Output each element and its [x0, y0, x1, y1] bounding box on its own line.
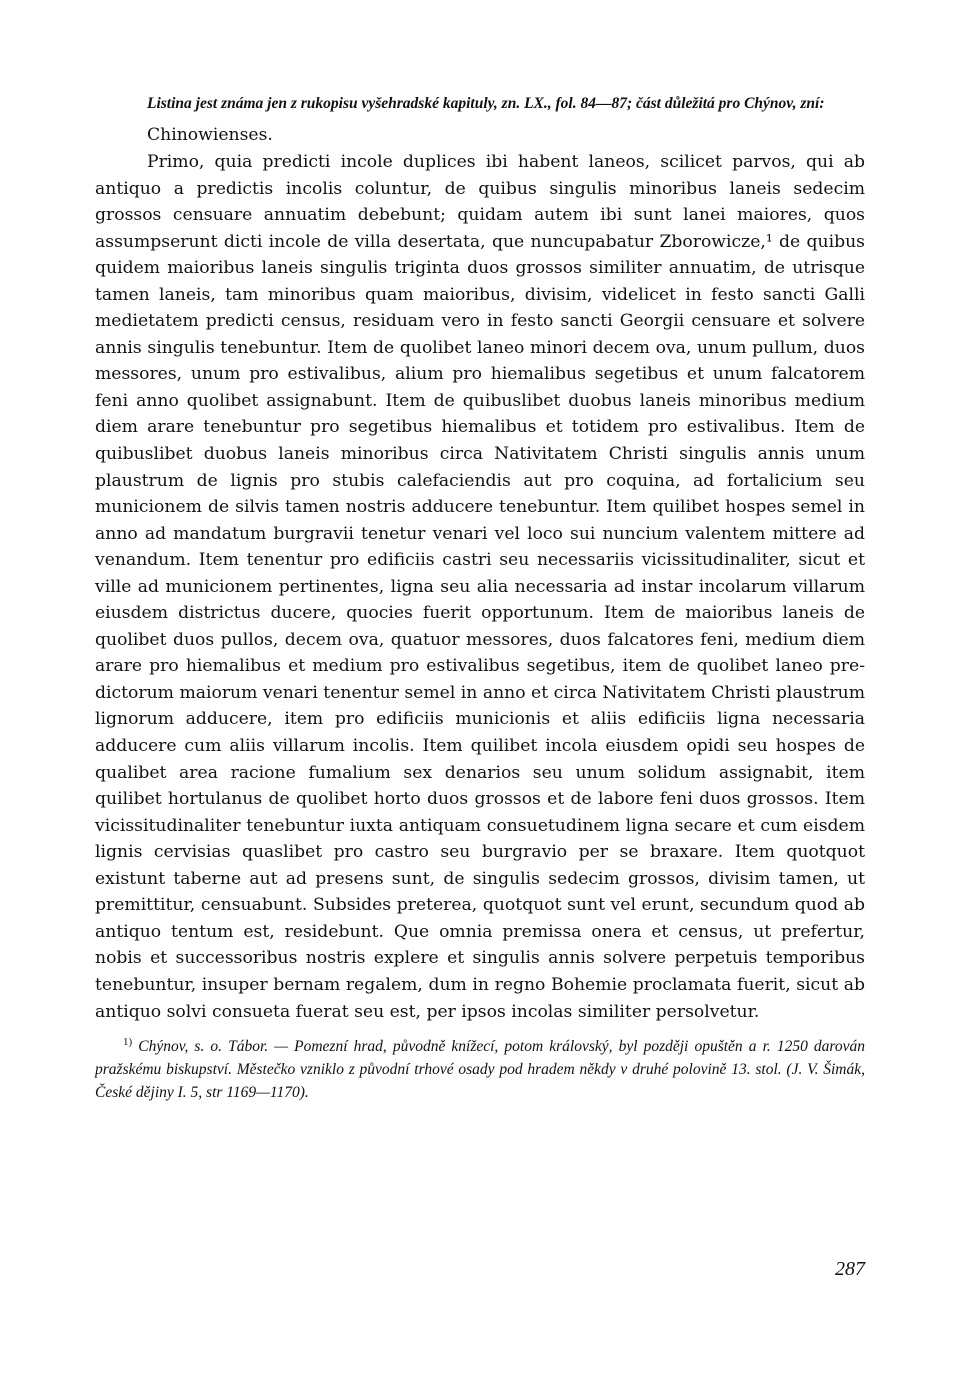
footnote: [95, 1035, 865, 1104]
header-note: Listina jest známa jen z rukopisu vyšehradské kapituly, zn. LX., fol. 84—87; část důležitá pro Chýnov, zní:: [147, 95, 825, 112]
charter-body-text: Primo, quia predicti incole duplices ibi habent laneos, scilicet parvos, qui ab antiquo a predictis incolis coluntur, de quibus singulis minoribus laneis sedecim grossos censuare annuatim debebunt; quidam autem ibi sunt lanei maiores, quos assumpserunt dicti incole de villa desertata, que nuncupabatur Zborowicze,¹ de quibus quidem maioribus laneis singulis triginta duos grossos similiter annuatim, de utrisque tamen laneis, tam minoribus quam maioribus, divisim, videlicet in festo sancti Galli medietatem predicti census, residuam vero in festo sancti Georgii censuare et solvere annis singulis tenebuntur. Item de quolibet laneo minori decem ova, unum pullum, duos messores, unum pro estivalibus, alium pro hiemalibus segetibus et unum falcatorem feni anno quolibet assignabunt. Item de quibuslibet duobus laneis minoribus medium diem arare tenebuntur pro segetibus hiemalibus et totidem pro estivalibus. Item de quibuslibet duobus laneis minoribus circa Nativitatem Christi singulis annis unum plaustrum de lignis pro stubis calefaciendis aut pro coquina, ad fortalicium seu municionem de silvis tamen nostris adducere tenebuntur. Item quilibet hospes semel in anno ad mandatum burgravii tenetur venari vel loco sui nuncium valentem mittere ad venandum. Item tenentur pro edificiis castri seu necessariis vicissitudinaliter, sicut et ville ad municionem pertinentes, ligna seu alia necessaria ad instar incolarum villarum eiusdem districtus ducere, quocies fuerit opportunum. Item de maioribus laneis de quolibet duos pullos, decem ova, quatuor messores, duos falcatores feni, medium diem arare pro hiemalibus et medium pro estivalibus segetibus, item de quolibet laneo predictorum maiorum venari tenentur semel in anno et circa Nativitatem Christi plaustrum lignorum adducere, item pro edificiis municionis et aliis edificiis ligna necessaria adducere cum aliis villarum incolis. Item quilibet incola eiusdem opidi seu hospes de qualibet area racione fumalium sex denarios seu unum solidum assignabit, item quilibet hortulanus de quolibet horto duos grossos et de labore feni duos grossos. Item vicissitudinaliter tenebuntur iuxta antiquam consuetudinem ligna secare et cum eisdem lignis cervisias quaslibet pro castro seu burgravio per se braxare. Item quotquot existunt taberne aut ad presens sunt, de singulis sedecim grossos, divisim tamen, ut premittitur, censuabunt. Subsides preterea, quotquot sunt vel erunt, secundum quod ab antiquo tentum est, residebunt. Que omnia premissa onera et census, ut prefertur, nobis et successoribus nostris explere et singulis annis solvere perpetuis temporibus tenebuntur, insuper bernam regalem, dum in regno Bohemie proclamata fuerit, sicut ab antiquo solvi consueta fuerat seu est, per ipsos incolas similiter persolvetur.: [95, 152, 865, 1022]
section-heading: Chinowienses.: [147, 125, 273, 145]
footnote-text: Chýnov, s. o. Tábor. — Pomezní hrad, původně knížecí, potom královský, byl později opuštěn a r. 1250 darován pražskému biskupství. Městečko vzniklo z původní trhové osady pod hradem někdy v druhé polovině 13. stol. (J. V. Šimák, České dějiny I. 5, str 1169—1170).: [95, 1038, 866, 1102]
footnote-marker: 1): [123, 1035, 133, 1048]
page-number: 287: [835, 1258, 865, 1280]
document-page: [95, 92, 865, 1104]
